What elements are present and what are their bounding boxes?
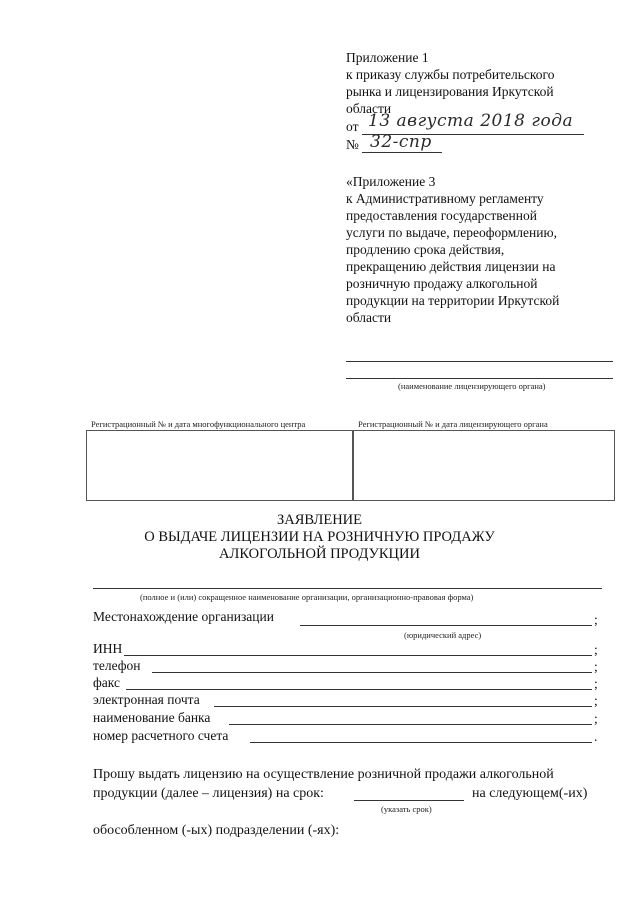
licensing-body-line-2	[346, 378, 613, 379]
location-caption: (юридический адрес)	[404, 630, 482, 640]
order-number-prefix: №	[346, 137, 359, 152]
mfc-registration-label: Регистрационный № и дата многофункционального центра	[91, 419, 306, 429]
order-number-line	[362, 152, 442, 153]
order-date-prefix: от	[346, 119, 359, 134]
bank-semicolon: ;	[594, 711, 598, 726]
bank-field[interactable]	[229, 724, 592, 725]
request-line-2-start: продукции (далее – лицензия) на срок:	[93, 786, 324, 801]
phone-semicolon: ;	[594, 659, 598, 674]
fax-semicolon: ;	[594, 676, 598, 691]
inn-label: ИНН	[93, 641, 123, 656]
licensing-body-line-1	[346, 361, 613, 362]
appendix-3-line-4: услуги по выдаче, переоформлению,	[346, 225, 557, 240]
mfc-registration-box[interactable]	[86, 430, 354, 501]
licensing-registration-label: Регистрационный № и дата лицензирующего органа	[358, 419, 548, 429]
location-label: Местонахождение организации	[93, 609, 274, 624]
order-line-3: области	[346, 101, 392, 116]
appendix-3-line-3: предоставления государственной	[346, 208, 537, 223]
appendix-3-line-1: «Приложение 3	[346, 174, 436, 189]
term-field[interactable]	[354, 800, 464, 801]
phone-field[interactable]	[152, 672, 592, 673]
appendix-3-line-6: прекращению действия лицензии на	[346, 259, 556, 274]
email-semicolon: ;	[594, 693, 598, 708]
appendix-3-line-5: продлению срока действия,	[346, 242, 505, 257]
bank-label: наименование банка	[93, 710, 211, 725]
appendix-3-line-8: продукции на территории Иркутской	[346, 293, 560, 308]
inn-field[interactable]	[124, 655, 592, 656]
application-subtitle-1: О ВЫДАЧЕ ЛИЦЕНЗИИ НА РОЗНИЧНУЮ ПРОДАЖУ	[144, 529, 495, 545]
request-line-1: Прошу выдать лицензию на осуществление розничной продажи алкогольной	[93, 767, 554, 782]
fax-label: факс	[93, 675, 120, 690]
email-field[interactable]	[214, 706, 592, 707]
inn-semicolon: ;	[594, 642, 598, 657]
application-subtitle-2: АЛКОГОЛЬНОЙ ПРОДУКЦИИ	[219, 546, 420, 562]
appendix-3-line-2: к Административному регламенту	[346, 191, 544, 206]
request-line-2-end: на следующем(-их)	[472, 786, 588, 801]
request-line-3: обособленном (-ых) подразделении (-ях):	[93, 823, 340, 838]
org-name-line[interactable]	[93, 588, 602, 589]
org-name-caption: (полное и (или) сокращенное наименование организации, организационно-правовая форма)	[140, 592, 474, 602]
appendix-3-line-7: розничную продажу алкогольной	[346, 276, 538, 291]
location-semicolon: ;	[594, 612, 598, 627]
order-number-handwritten: 32-спр	[370, 132, 432, 152]
licensing-registration-box[interactable]	[352, 430, 615, 501]
account-field[interactable]	[250, 742, 592, 743]
order-line-1: к приказу службы потребительского	[346, 67, 555, 82]
order-line-2: рынка и лицензирования Иркутской	[346, 84, 554, 99]
appendix-3-line-9: области	[346, 310, 392, 325]
licensing-body-caption: (наименование лицензирующего органа)	[398, 381, 546, 391]
application-title: ЗАЯВЛЕНИЕ	[276, 512, 363, 528]
account-label: номер расчетного счета	[93, 728, 229, 743]
order-date-handwritten: 13 августа 2018 года	[368, 111, 574, 131]
phone-label: телефон	[93, 658, 141, 673]
email-label: электронная почта	[93, 692, 200, 707]
location-field[interactable]	[300, 625, 592, 626]
account-period: .	[594, 729, 598, 744]
term-caption: (указать срок)	[381, 804, 432, 814]
fax-field[interactable]	[126, 689, 592, 690]
appendix-1-label: Приложение 1	[346, 50, 429, 65]
